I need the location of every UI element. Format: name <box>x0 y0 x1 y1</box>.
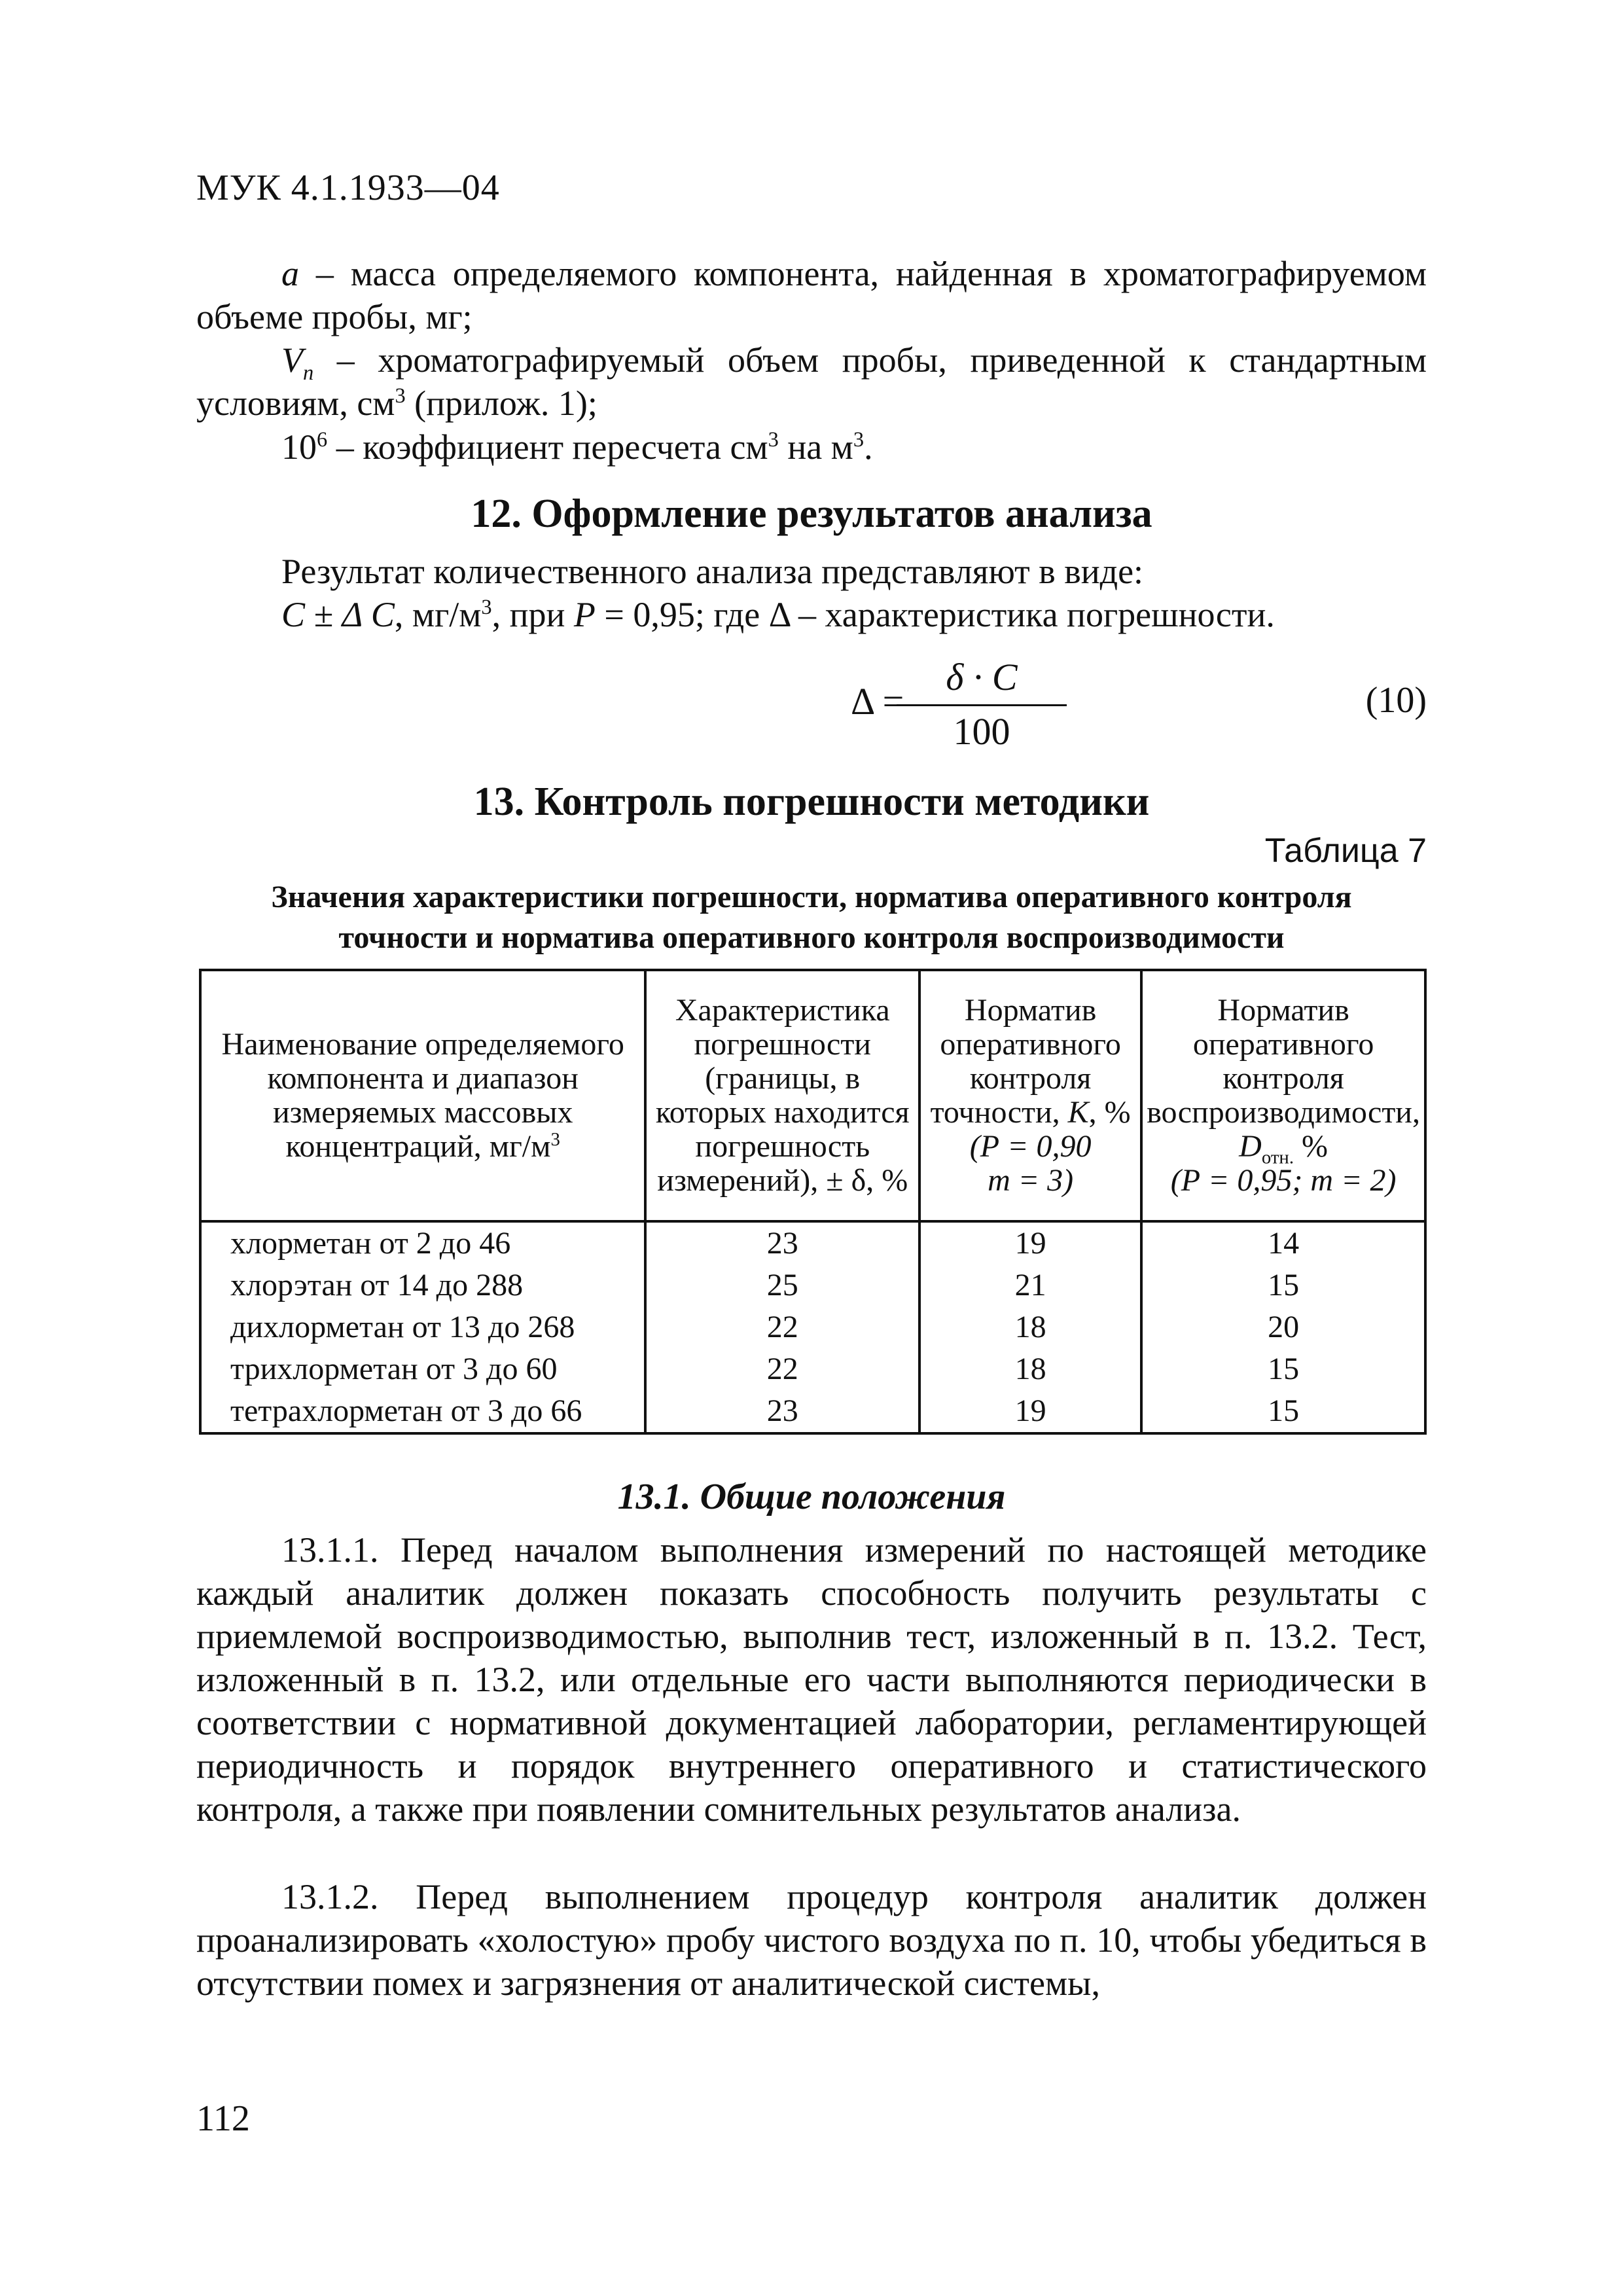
probability-symbol: Р <box>573 595 596 634</box>
table-row <box>200 1306 1425 1348</box>
formula-numerator <box>897 655 1067 700</box>
header-component-text: Наименование определяемого компонента и диапазон измеряемых массовых концентраций, мг/м <box>221 1027 624 1164</box>
symbol-v <box>281 340 314 385</box>
cell-d: 14 <box>1141 1221 1425 1265</box>
section-12-para-2 <box>196 593 1427 636</box>
definition-v <box>196 338 1427 425</box>
table-header-row <box>200 970 1425 1221</box>
formula-numerator-text: δ · С <box>946 656 1018 698</box>
symbol-v-subscript: п <box>303 361 314 385</box>
table-caption <box>196 877 1427 958</box>
definition-coefficient <box>196 425 1427 469</box>
cell-component: дихлорметан от 13 до 268 <box>200 1306 645 1348</box>
header-reproducibility-norm <box>1141 970 1425 1221</box>
cell-k: 19 <box>919 1390 1141 1433</box>
cell-d: 15 <box>1141 1390 1425 1433</box>
header-component <box>200 970 645 1221</box>
cell-delta: 23 <box>645 1221 919 1265</box>
cell-d: 15 <box>1141 1348 1425 1390</box>
cell-k: 21 <box>919 1265 1141 1306</box>
coef-text-1: – коэффициент пересчета см <box>327 427 768 467</box>
header-accuracy-norm <box>919 970 1141 1221</box>
paragraph-13-1-1: 13.1.1. Перед началом выполнения измерений по настоящей методике каждый аналитик должен показать способность получить результаты с приемлемой воспроизводимостью, выполнив тест, изложенный в п. 13.2. Тест, изложенный в п. 13.2, или отдельные его части выполняются периодически в соответствии с нормативной документацией лаборатории, регламентирующей периодичность и порядок внутреннего оперативного и статистического контроля, а также при появлении сомнительных результатов анализа. <box>196 1530 1427 1829</box>
cell-component: хлорметан от 2 до 46 <box>200 1221 645 1265</box>
cell-delta: 22 <box>645 1348 919 1390</box>
header-accuracy-k: K <box>1067 1095 1089 1130</box>
symbol-a: а <box>281 254 299 293</box>
table-row <box>200 1221 1425 1265</box>
document-code-header: МУК 4.1.1933—04 <box>196 168 500 208</box>
cell-k: 19 <box>919 1221 1141 1265</box>
header-accuracy-m: m = 3) <box>988 1163 1074 1198</box>
header-component-sup: 3 <box>550 1129 560 1150</box>
table-row <box>200 1390 1425 1433</box>
header-repro-sub: отн. <box>1261 1147 1294 1168</box>
definition-v-sup: 3 <box>395 384 406 408</box>
table-row <box>200 1265 1425 1306</box>
cell-delta: 23 <box>645 1390 919 1433</box>
result-text-d: = 0,95; где Δ – характеристика погрешности. <box>595 595 1275 634</box>
symbol-v-letter: V <box>281 340 303 380</box>
header-error-characteristic: Характеристика погрешности (границы, в которых находится погрешность измерений), ± δ, % <box>645 970 919 1221</box>
header-repro-p: (Р = 0,95; m = 2) <box>1170 1163 1397 1198</box>
coef-text-2: на м <box>778 427 853 467</box>
definition-a <box>196 252 1427 338</box>
cell-component: трихлорметан от 3 до 60 <box>200 1348 645 1390</box>
section-13-1-title: 13.1. Общие положения <box>617 1477 1006 1517</box>
result-units-sup: 3 <box>481 596 492 619</box>
definition-v-tail: (прилож. 1); <box>405 384 597 423</box>
cell-k: 18 <box>919 1348 1141 1390</box>
results-table <box>199 969 1427 1435</box>
coef-exp: 6 <box>317 428 328 452</box>
header-accuracy-unit: , % <box>1088 1095 1131 1130</box>
table-caption-line-2: точности и норматива оперативного контроля воспроизводимости <box>338 920 1285 955</box>
coef-sup-2: 3 <box>853 428 865 452</box>
result-expression: С ± Δ С <box>281 595 395 634</box>
paragraph-13-1-2: 13.1.2. Перед выполнением процедур контроля аналитик должен проанализировать «холостую» пробу чистого воздуха по п. 10, чтобы убедиться в отсутствии помех и загрязнения от аналитической системы, <box>196 1877 1427 2003</box>
section-12-para-1: Результат количественного анализа представляют в виде: <box>281 552 1144 591</box>
cell-k: 18 <box>919 1306 1141 1348</box>
table-label: Таблица 7 <box>1264 832 1427 870</box>
header-repro-d: D <box>1239 1129 1262 1164</box>
definition-a-text: – масса определяемого компонента, найденная в хроматографируемом объеме пробы, мг; <box>196 254 1427 336</box>
coef-sup-1: 3 <box>768 428 779 452</box>
formula-lhs: Δ = <box>851 680 904 723</box>
section-12-title: 12. Оформление результатов анализа <box>471 492 1152 536</box>
page-number: 112 <box>196 2098 250 2139</box>
fraction-bar <box>897 704 1067 706</box>
table-row <box>200 1348 1425 1390</box>
definition-v-text: – хроматографируемый объем пробы, приведенной к стандартным условиям, см <box>196 340 1427 423</box>
cell-d: 20 <box>1141 1306 1425 1348</box>
formula-10 <box>196 655 1427 772</box>
cell-component: тетрахлорметан от 3 до 66 <box>200 1390 645 1433</box>
formula-denominator: 100 <box>953 710 1010 753</box>
header-repro-text: Норматив оперативного контроля воспроизводимости, <box>1147 993 1420 1130</box>
coef-base: 10 <box>281 427 317 467</box>
result-text-c: , при <box>491 595 574 634</box>
header-accuracy-p: (Р = 0,90 <box>969 1129 1092 1164</box>
header-accuracy-text: Норматив оперативного контроля точности, <box>930 993 1121 1130</box>
formula-number: (10) <box>1365 680 1427 721</box>
cell-component: хлорэтан от 14 до 288 <box>200 1265 645 1306</box>
result-units: , мг/м <box>394 595 482 634</box>
section-13-title: 13. Контроль погрешности методики <box>473 780 1150 824</box>
cell-delta: 22 <box>645 1306 919 1348</box>
cell-d: 15 <box>1141 1265 1425 1306</box>
table-caption-line-1: Значения характеристики погрешности, норматива оперативного контроля <box>271 880 1352 914</box>
cell-delta: 25 <box>645 1265 919 1306</box>
header-repro-unit: % <box>1294 1129 1329 1164</box>
formula-fraction <box>897 655 1067 755</box>
coef-text-3: . <box>864 427 873 467</box>
